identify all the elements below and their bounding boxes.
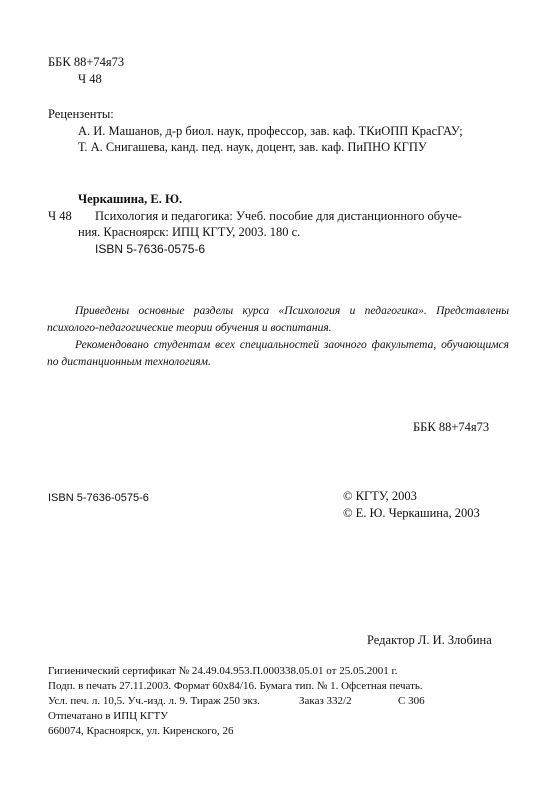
imprint-line: Усл. печ. л. 10,5. Уч.-изд. л. 9. Тираж 250 экз. <box>48 695 260 707</box>
reviewer-line: А. И. Машанов, д-р биол. наук, профессор, зав. каф. ТКиОПП КрасГАУ; <box>78 124 463 138</box>
catalog-isbn: ISBN 5-7636-0575-6 <box>95 242 206 256</box>
imprint-line: Подп. в печать 27.11.2003. Формат 60х84/16. Бумага тип. № 1. Офсетная печать. <box>48 680 423 692</box>
catalog-description-line: Психология и педагогика: Учеб. пособие для дистанционного обуче- <box>95 209 462 223</box>
catalog-description-line: ния. Красноярск: ИПЦ КГТУ, 2003. 180 с. <box>78 225 301 239</box>
imprint-line: С 306 <box>398 695 425 707</box>
editor: Редактор Л. И. Злобина <box>367 633 492 647</box>
annotation-paragraph: Приведены основные разделы курса «Психология и педагогика». Представлены психолого-педагогические теории обучения и воспитания. <box>47 305 509 334</box>
bbk-code-right: ББК 88+74я73 <box>413 420 490 434</box>
copyright-line: © Е. Ю. Черкашина, 2003 <box>343 506 480 520</box>
author-name: Черкашина, Е. Ю. <box>78 192 183 206</box>
imprint-line: Отпечатано в ИПЦ КГТУ <box>48 710 169 722</box>
author-mark-top: Ч 48 <box>78 72 102 86</box>
bbk-code-top: ББК 88+74я73 <box>48 55 125 69</box>
imprint-line: 660074, Красноярск, ул. Киренского, 26 <box>48 725 234 737</box>
author-mark: Ч 48 <box>48 209 72 223</box>
imprint-line: Гигиенический сертификат № 24.49.04.953.П.000338.05.01 от 25.05.2001 г. <box>48 665 398 677</box>
annotation <box>47 303 509 371</box>
reviewers-heading: Рецензенты: <box>48 107 114 121</box>
imprint-line: Заказ 332/2 <box>299 695 352 707</box>
annotation-paragraph: Рекомендовано студентам всех специальностей заочного факультета, обучающимся по дистанционным технологиям. <box>47 339 509 368</box>
isbn-bottom: ISBN 5-7636-0575-6 <box>48 492 149 504</box>
copyright-line: © КГТУ, 2003 <box>343 489 417 503</box>
reviewer-line: Т. А. Снигашева, канд. пед. наук, доцент, зав. каф. ПиПНО КГПУ <box>78 140 427 154</box>
